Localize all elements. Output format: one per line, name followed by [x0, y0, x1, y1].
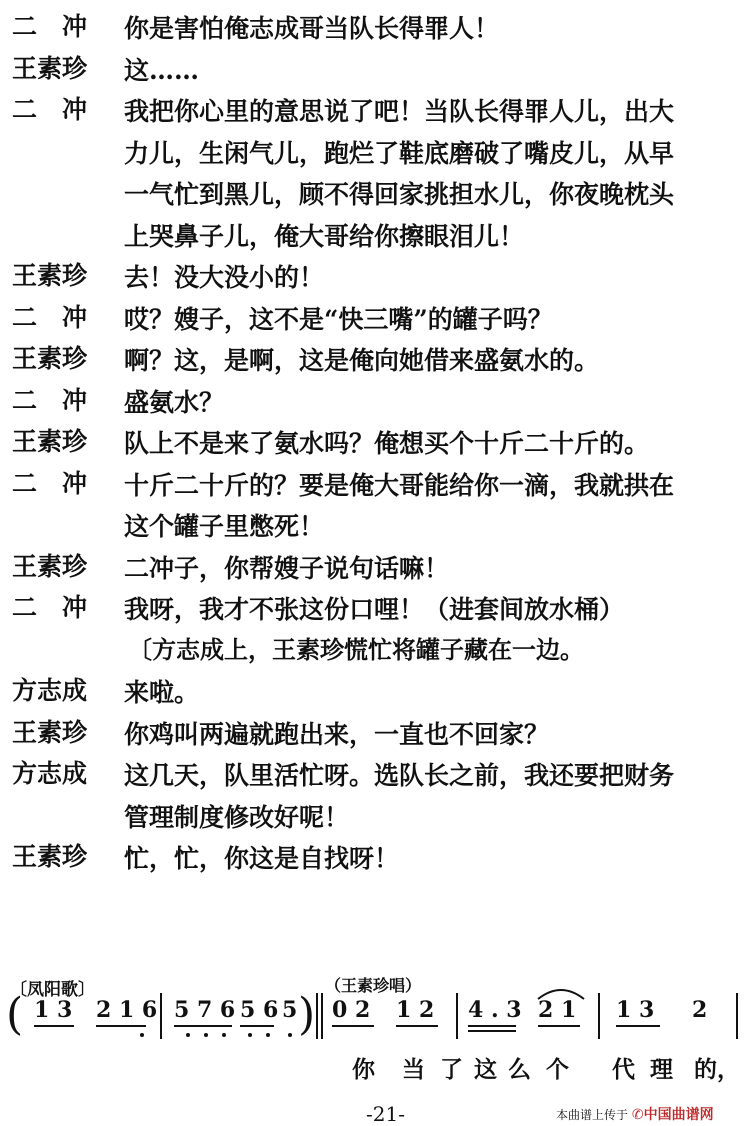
dialogue-line	[0, 505, 750, 545]
low-dot	[248, 1033, 252, 1037]
lyric-syllable: 么	[508, 1056, 531, 1083]
dialogue-line	[0, 547, 750, 587]
lyric-syllable: 当	[402, 1056, 425, 1083]
note-group: 1 2	[396, 997, 435, 1023]
dialogue-line	[0, 671, 750, 711]
dialogue-line	[0, 339, 750, 379]
dialogue-line	[0, 588, 750, 628]
speaker-name: 王素珍	[12, 53, 88, 83]
close-paren: )	[298, 989, 316, 1040]
dialogue-text: 我呀，我才不张这份口哩！（进套间放水桶）	[124, 595, 625, 624]
dialogue-line	[0, 132, 750, 172]
lyric-syllable: 的，	[694, 1056, 740, 1083]
speaker-name: 王素珍	[12, 427, 88, 456]
page-number: -21-	[366, 1102, 405, 1126]
note-group: 2	[692, 997, 708, 1023]
stage-direction: 〔方志成上，王素珍慌忙将罐子藏在一边。	[128, 634, 584, 664]
watermark	[556, 1104, 714, 1124]
lyric-syllable: 代	[612, 1056, 635, 1083]
beam	[332, 1025, 374, 1027]
low-dot	[288, 1033, 292, 1037]
note-group: 5 6	[240, 997, 279, 1023]
dialogue-line	[0, 422, 750, 462]
dialogue-text: 啊？这，是啊，这是俺向她借来盛氨水的。	[124, 346, 600, 375]
beam	[396, 1025, 438, 1027]
note-group: 5 7 6	[174, 997, 236, 1023]
dialogue-line	[0, 90, 750, 130]
lyric-syllable: 了	[440, 1056, 463, 1083]
beam	[174, 1025, 232, 1027]
low-dot	[204, 1033, 208, 1037]
dialogue-line	[0, 837, 750, 877]
dialogue-text: 忙，忙，你这是自找呀！	[124, 844, 400, 873]
speaker-name: 二 冲	[12, 95, 88, 124]
low-dot	[222, 1033, 226, 1037]
beam	[616, 1025, 660, 1027]
dialogue-line	[0, 7, 750, 47]
bar-line	[736, 993, 738, 1039]
dialogue-text: 队上不是来了氨水吗？俺想买个十斤二十斤的。	[124, 429, 650, 458]
speaker-name: 王素珍	[12, 551, 88, 581]
dialogue-text: 这……	[124, 55, 200, 85]
speaker-name: 二 冲	[12, 12, 88, 41]
speaker-name: 二 冲	[12, 468, 88, 498]
lyric-syllable: 你	[352, 1056, 375, 1083]
dialogue-text: 我把你心里的意思说了吧！当队长得罪人儿，出大	[124, 97, 675, 126]
speaker-name: 王素珍	[12, 717, 88, 747]
dialogue-line	[0, 464, 750, 504]
dialogue-line	[0, 713, 750, 753]
beam	[240, 1025, 274, 1027]
site-logo: ✆	[631, 1107, 644, 1123]
note-group: 5	[282, 997, 298, 1023]
speaker-name: 王素珍	[12, 261, 88, 290]
tune-name: 〔凤阳歌〕	[10, 980, 95, 1000]
speaker-name: 二 冲	[12, 385, 88, 415]
beam	[96, 1025, 146, 1027]
low-dot	[266, 1033, 270, 1037]
speaker-name: 二 冲	[12, 593, 88, 622]
dialogue-line	[0, 173, 750, 213]
dialogue-line	[0, 381, 750, 421]
bar-line	[598, 993, 600, 1039]
beam	[34, 1025, 74, 1027]
speaker-name: 二 冲	[12, 302, 88, 332]
low-dot	[186, 1033, 190, 1037]
dialogue-text: 你鸡叫两遍就跑出来，一直也不回家？	[124, 719, 550, 749]
bar-line	[456, 993, 458, 1039]
beam	[468, 1030, 516, 1032]
dialogue-text: 来啦。	[124, 678, 200, 707]
bar-line	[321, 993, 323, 1039]
lyric-syllable: 理	[650, 1056, 673, 1083]
low-dot	[140, 1033, 144, 1037]
note-group: 1 3	[34, 997, 73, 1023]
speaker-name: 方志成	[12, 759, 88, 788]
dialogue-line	[0, 215, 750, 255]
watermark-site: 中国曲谱网	[643, 1107, 714, 1123]
dialogue-text: 这几天，队里活忙呀。选队长之前，我还要把财务	[124, 761, 675, 790]
singer-label: （王素珍唱）	[325, 976, 422, 995]
beam	[468, 1025, 516, 1027]
note-group: 4 . 3	[468, 997, 522, 1023]
lyric-syllable: 个	[546, 1056, 569, 1083]
dialogue-text: 盛氨水？	[124, 387, 225, 417]
note-group: 0 2	[332, 997, 371, 1023]
note-group: 2 1 6	[96, 997, 158, 1023]
dialogue-line	[0, 630, 750, 670]
speaker-name: 王素珍	[12, 344, 88, 373]
watermark-prefix: 本曲谱上传于	[556, 1108, 629, 1122]
bar-line	[316, 993, 318, 1039]
dialogue-text: 这个罐子里憋死！	[124, 512, 325, 541]
dialogue-line	[0, 796, 750, 836]
dialogue-text: 十斤二十斤的？要是俺大哥能给你一滴，我就拱在	[124, 470, 675, 500]
music-notation	[0, 975, 750, 1122]
dialogue-text: 你是害怕俺志成哥当队长得罪人！	[124, 14, 500, 43]
dialogue-text: 哎？嫂子，这不是“快三嘴”的罐子吗？	[124, 304, 553, 334]
dialogue-text: 管理制度修改好呢！	[124, 802, 350, 832]
note-group: 1 3	[616, 997, 655, 1023]
dialogue-text: 去！没大没小的！	[124, 263, 325, 292]
bar-line	[160, 993, 162, 1039]
lyric-syllable: 这	[474, 1056, 497, 1083]
dialogue-text: 力儿，生闲气儿，跑烂了鞋底磨破了嘴皮儿，从早	[124, 138, 675, 168]
beam	[538, 1025, 580, 1027]
dialogue-line	[0, 754, 750, 794]
note-group: 2 1	[538, 997, 577, 1023]
dialogue-text: 一气忙到黑儿，顾不得回家挑担水儿，你夜晚枕头	[124, 180, 675, 209]
speaker-name: 王素珍	[12, 842, 88, 871]
dialogue-line	[0, 298, 750, 338]
dialogue-text: 二冲子，你帮嫂子说句话嘛！	[124, 553, 450, 583]
speaker-name: 方志成	[12, 676, 88, 705]
open-paren: (	[6, 989, 24, 1040]
slur-arc	[536, 983, 586, 1001]
dialogue-line	[0, 49, 750, 89]
dialogue-text: 上哭鼻子儿，俺大哥给你擦眼泪儿！	[124, 221, 525, 251]
dialogue-line	[0, 256, 750, 296]
